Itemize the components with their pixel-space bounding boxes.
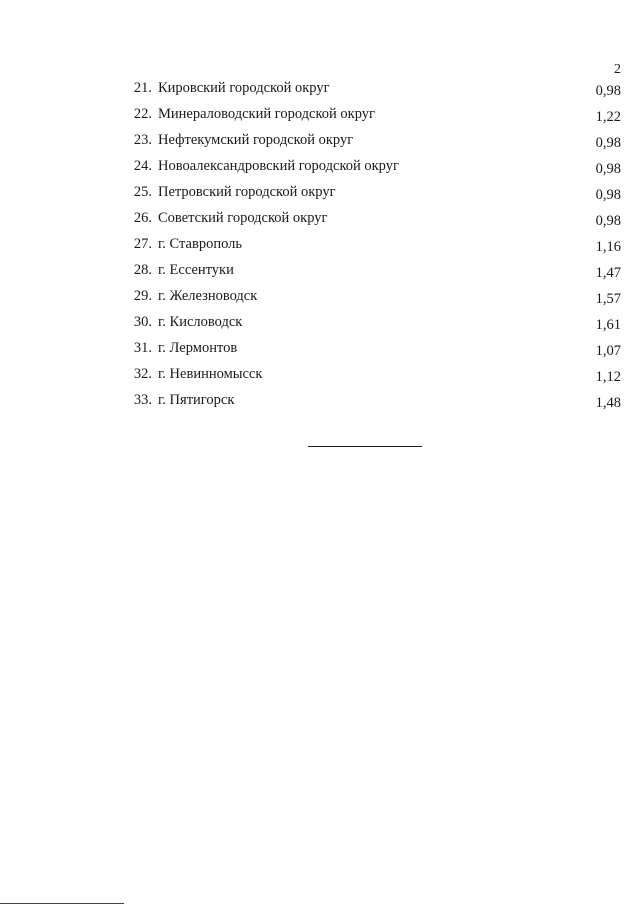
municipality-name: г. Невинномысск [158,366,263,382]
coefficient-value: 0,98 [595,213,621,229]
municipality-name: г. Кисловодск [158,314,243,330]
table-row [0,286,639,312]
end-divider-line [308,446,422,447]
municipality-name: Петровский городской округ [158,184,336,200]
row-number: 22. [133,106,152,122]
row-number: 31. [133,340,152,356]
coefficient-table [0,78,639,416]
municipality-name: г. Железноводск [158,288,258,304]
coefficient-value: 1,22 [595,109,621,125]
coefficient-value: 0,98 [595,83,621,99]
municipality-name: Минераловодский городской округ [158,106,375,122]
row-number: 27. [133,236,152,252]
municipality-name: Кировский городской округ [158,80,330,96]
table-row [0,234,639,260]
table-row [0,364,639,390]
coefficient-value: 0,98 [595,161,621,177]
table-row [0,390,639,416]
footnote-line [0,903,124,904]
municipality-name: Советский городской округ [158,210,328,226]
municipality-name: Новоалександровский городской округ [158,158,399,174]
row-number: 33. [133,392,152,408]
coefficient-value: 0,98 [595,135,621,151]
coefficient-value: 1,07 [595,343,621,359]
table-row [0,260,639,286]
row-number: 29. [133,288,152,304]
table-row [0,338,639,364]
table-row [0,182,639,208]
coefficient-value: 1,61 [595,317,621,333]
row-number: 24. [133,158,152,174]
municipality-name: г. Лермонтов [158,340,238,356]
row-number: 28. [133,262,152,278]
table-row [0,156,639,182]
row-number: 21. [133,80,152,96]
row-number: 25. [133,184,152,200]
page-number: 2 [614,62,621,77]
coefficient-value: 1,57 [595,291,621,307]
municipality-name: г. Ставрополь [158,236,243,252]
coefficient-value: 1,12 [595,369,621,385]
table-row [0,78,639,104]
row-number: 26. [133,210,152,226]
row-number: 30. [133,314,152,330]
coefficient-value: 1,47 [595,265,621,281]
table-row [0,130,639,156]
table-row [0,312,639,338]
municipality-name: Нефтекумский городской округ [158,132,354,148]
coefficient-value: 1,48 [595,395,621,411]
municipality-name: г. Пятигорск [158,392,235,408]
coefficient-value: 1,16 [595,239,621,255]
municipality-name: г. Ессентуки [158,262,234,278]
row-number: 32. [133,366,152,382]
row-number: 23. [133,132,152,148]
table-row [0,104,639,130]
coefficient-value: 0,98 [595,187,621,203]
table-row [0,208,639,234]
